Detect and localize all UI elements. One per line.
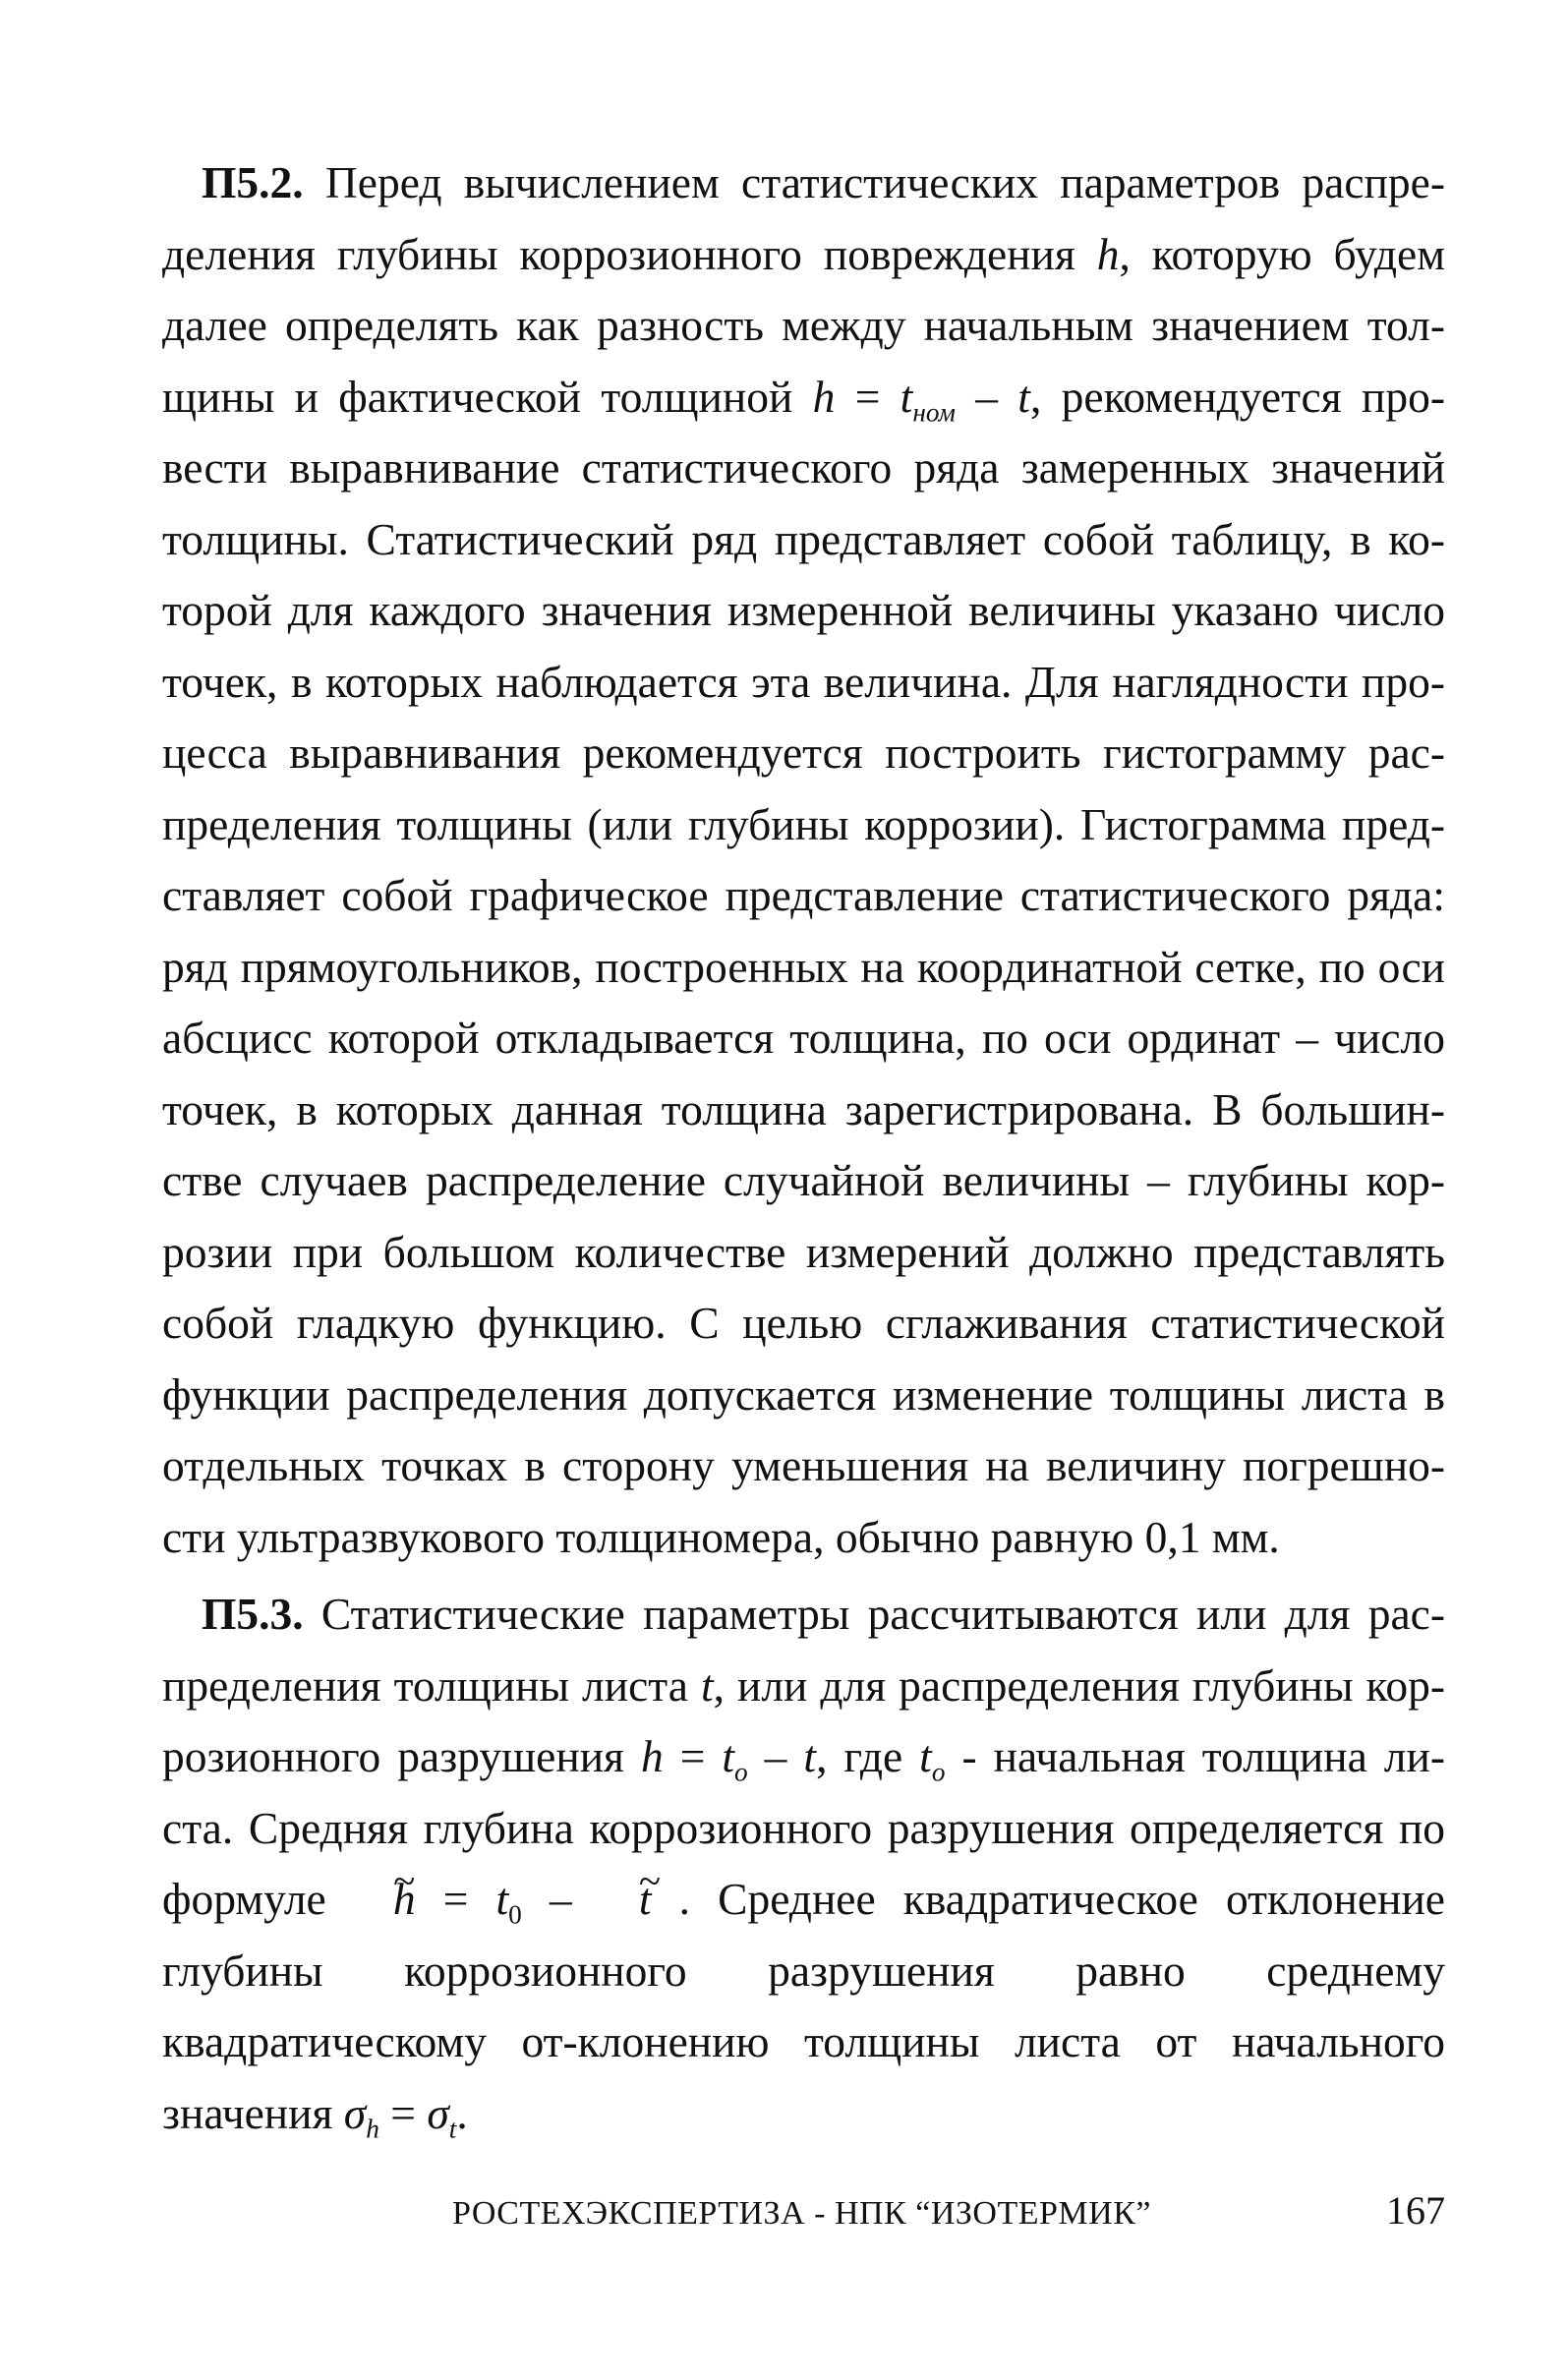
paragraph-text: . Среднее квадратическое отклонение глубины коррозионного разрушения равно среднему квадратическому от-клонению толщины листа от начального значения: [162, 1874, 1445, 2138]
paragraph-text: , где: [816, 1731, 920, 1781]
paragraph-text: , рекомендуется про-вести выравнивание статистического ряда замеренных значений толщины. Статистический ряд представляет собой таблицу, в ко-торой для каждого значения измеренной величины указано число точек, в которых наблюдается эта величина. Для наглядности про-цесса выравнивания рекомендуется построить гистограмму рас-пределения толщины (или глубины коррозии). Гистограмма пред-ставляет собой графическое представление статистического ряда: ряд прямоугольников, построенных на координатной сетке, по оси абсцисс которой откладывается толщина, по оси ординат – число точек, в которых данная толщина зарегистрирована. В большин-стве случаев распределение случайной величины – глубины кор-розии при большом количестве измерений должно представлять собой гладкую функцию. С целью сглаживания статистической функции распределения допускается изменение толщины листа в отдельных точках в сторону уменьшения на величину погрешно-сти ультразвукового толщиномера, обычно равную 0,1 мм.: [162, 371, 1445, 1562]
variable-h: h: [1096, 228, 1120, 279]
paragraph-number: П5.3.: [202, 1589, 304, 1639]
page-number: 167: [1386, 2188, 1445, 2233]
variable-t: t: [700, 1659, 714, 1711]
formula-t: t: [495, 1874, 509, 1924]
formula-subscript: h: [366, 2114, 379, 2144]
paragraph-p5-2: [162, 147, 1445, 1573]
paragraph-text: , или для распределения глубины кор-розионного разрушения: [162, 1659, 1445, 1781]
formula-subscript: 0: [508, 1899, 522, 1930]
formula-t: t: [1017, 371, 1030, 422]
formula-minus: –: [955, 371, 1018, 422]
formula-equals: =: [663, 1731, 723, 1781]
formula-h-mean: ~ h: [354, 1864, 416, 1936]
paragraph-text: Статистические параметры рассчитываются или для рас-пределения толщины листа: [162, 1589, 1445, 1711]
formula-t: t: [803, 1731, 817, 1781]
footer-publisher: РОСТЕХЭКСПЕРТИЗА - НПК “ИЗОТЕРМИК”: [452, 2195, 1151, 2232]
paragraph-text: - начальная толщина ли-ста. Средняя глубина коррозионного разрушения определяется по формуле: [162, 1731, 1446, 1924]
page-body: [162, 147, 1445, 2149]
formula-subscript: o: [734, 1757, 748, 1787]
page-footer: [162, 2187, 1445, 2246]
paragraph-text: .: [456, 2087, 468, 2138]
formula-equals: =: [415, 1874, 496, 1924]
formula-subscript: o: [931, 1757, 946, 1787]
formula-subscript: t: [448, 2114, 457, 2144]
paragraph-number: П5.2.: [202, 157, 304, 207]
formula-t: t: [900, 371, 913, 422]
formula-t: t: [919, 1731, 932, 1781]
formula-t: t: [722, 1731, 735, 1781]
formula-sigma: σ: [343, 2087, 367, 2138]
paragraph-p5-3: [162, 1579, 1445, 2149]
formula-minus: –: [747, 1731, 804, 1781]
paragraph-text: Перед вычислением статистических параметров распре-деления глубины коррозионного повреждения: [162, 157, 1445, 279]
formula-t-mean: ~ t: [600, 1864, 652, 1936]
formula-minus: –: [521, 1874, 600, 1924]
formula-sigma: σ: [427, 2087, 449, 2138]
paragraph-text: , которую будем далее определять как разность между начальным значением тол-щины и фактической толщиной: [162, 228, 1445, 422]
formula-equals: =: [378, 2087, 428, 2138]
formula-h: h: [812, 371, 836, 422]
formula-equals: =: [835, 371, 900, 422]
formula-h: h: [640, 1731, 664, 1781]
formula-subscript: ном: [912, 397, 956, 428]
